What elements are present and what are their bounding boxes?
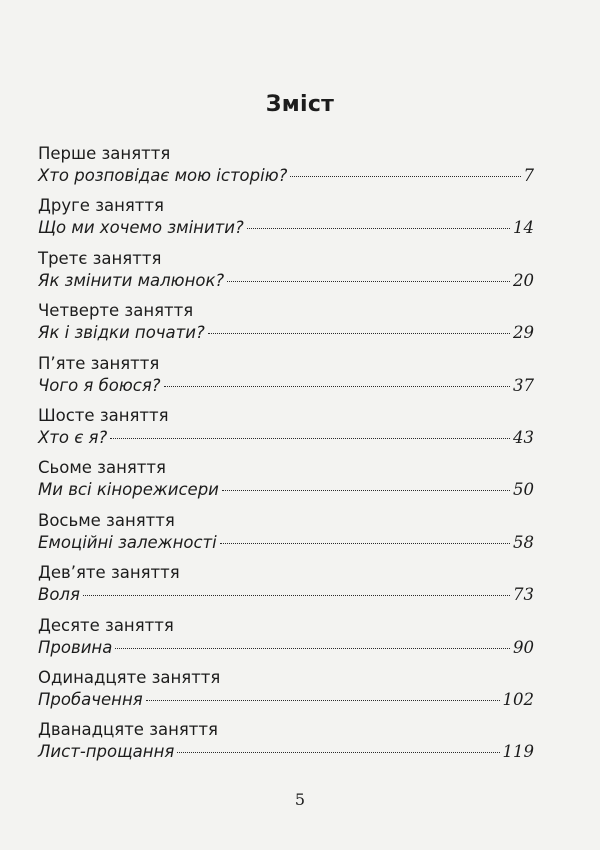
dot-leader [247, 228, 510, 229]
dot-leader [110, 438, 510, 439]
toc-title-line [38, 584, 534, 606]
dot-leader [290, 176, 520, 177]
toc-lesson-label: Сьоме заняття [38, 458, 166, 478]
toc-lesson-label: Четверте заняття [38, 301, 194, 321]
dot-leader [164, 386, 510, 387]
toc-title-line [38, 741, 534, 763]
toc-title-line [38, 270, 534, 292]
toc-title-line [38, 637, 534, 659]
toc-entry[interactable] [38, 719, 534, 771]
toc-title: Як і звідки почати? [38, 323, 205, 343]
toc-entry[interactable] [38, 457, 534, 509]
toc-title-line [38, 217, 534, 239]
toc-title: Хто розповідає мою історію? [38, 166, 288, 185]
toc-lesson-label: Третє заняття [38, 248, 162, 268]
toc-page-number: 73 [513, 585, 534, 605]
toc-page-number: 29 [513, 323, 534, 343]
page-title: Зміст [265, 92, 335, 117]
toc-page-number: 37 [513, 375, 534, 395]
dot-leader [115, 648, 510, 649]
toc-page-number: 20 [513, 270, 534, 290]
page-number: 5 [294, 790, 306, 809]
toc-entry[interactable] [38, 248, 534, 300]
toc-page-number: 14 [513, 218, 534, 238]
toc-title-line [38, 375, 534, 397]
toc-lesson-label: Перше заняття [38, 144, 171, 163]
toc-lesson-label: Десяте заняття [38, 615, 174, 635]
toc-entry[interactable] [38, 667, 534, 719]
toc-lesson-label: Восьме заняття [38, 510, 175, 530]
table-of-contents [38, 143, 534, 772]
toc-title: Що ми хочемо змінити? [38, 218, 244, 238]
toc-entry[interactable] [38, 405, 534, 457]
dot-leader [83, 595, 510, 596]
toc-title: Лист-прощання [38, 742, 175, 762]
dot-leader [227, 281, 510, 282]
toc-title-line [38, 479, 534, 501]
toc-entry[interactable] [38, 195, 534, 247]
toc-page-number: 7 [523, 166, 534, 185]
toc-title-line [38, 165, 534, 187]
toc-title-line [38, 427, 534, 449]
toc-entry[interactable] [38, 353, 534, 405]
toc-title: Провина [38, 637, 113, 657]
toc-title: Хто є я? [38, 427, 108, 447]
dot-leader [220, 543, 510, 544]
toc-title: Ми всі кінорежисери [38, 480, 219, 500]
toc-page-number: 102 [502, 689, 534, 709]
toc-entry[interactable] [38, 300, 534, 352]
toc-lesson-label: Дев’яте заняття [38, 563, 180, 583]
toc-lesson-label: П’яте заняття [38, 353, 160, 373]
toc-page-number: 50 [513, 480, 534, 500]
toc-page-number: 43 [513, 427, 534, 447]
toc-title-line [38, 322, 534, 344]
toc-title: Як змінити малюнок? [38, 270, 225, 290]
toc-page-number: 119 [502, 742, 534, 762]
toc-lesson-label: Одинадцяте заняття [38, 667, 221, 687]
toc-title: Чого я боюся? [38, 375, 161, 395]
toc-entry[interactable] [38, 510, 534, 562]
toc-entry[interactable] [38, 562, 534, 614]
dot-leader [222, 490, 510, 491]
toc-lesson-label: Друге заняття [38, 196, 164, 216]
dot-leader [146, 700, 500, 701]
toc-page-number: 90 [513, 637, 534, 657]
toc-lesson-label: Дванадцяте заняття [38, 720, 218, 740]
toc-entry[interactable] [38, 143, 534, 195]
dot-leader [177, 752, 499, 753]
toc-lesson-label: Шосте заняття [38, 405, 169, 425]
toc-title-line [38, 532, 534, 554]
toc-title-line [38, 689, 534, 711]
toc-title: Воля [38, 585, 80, 605]
toc-title: Пробачення [38, 689, 143, 709]
dot-leader [208, 333, 510, 334]
toc-page-number: 58 [513, 532, 534, 552]
toc-title: Емоційні залежності [38, 532, 217, 552]
toc-entry[interactable] [38, 615, 534, 667]
